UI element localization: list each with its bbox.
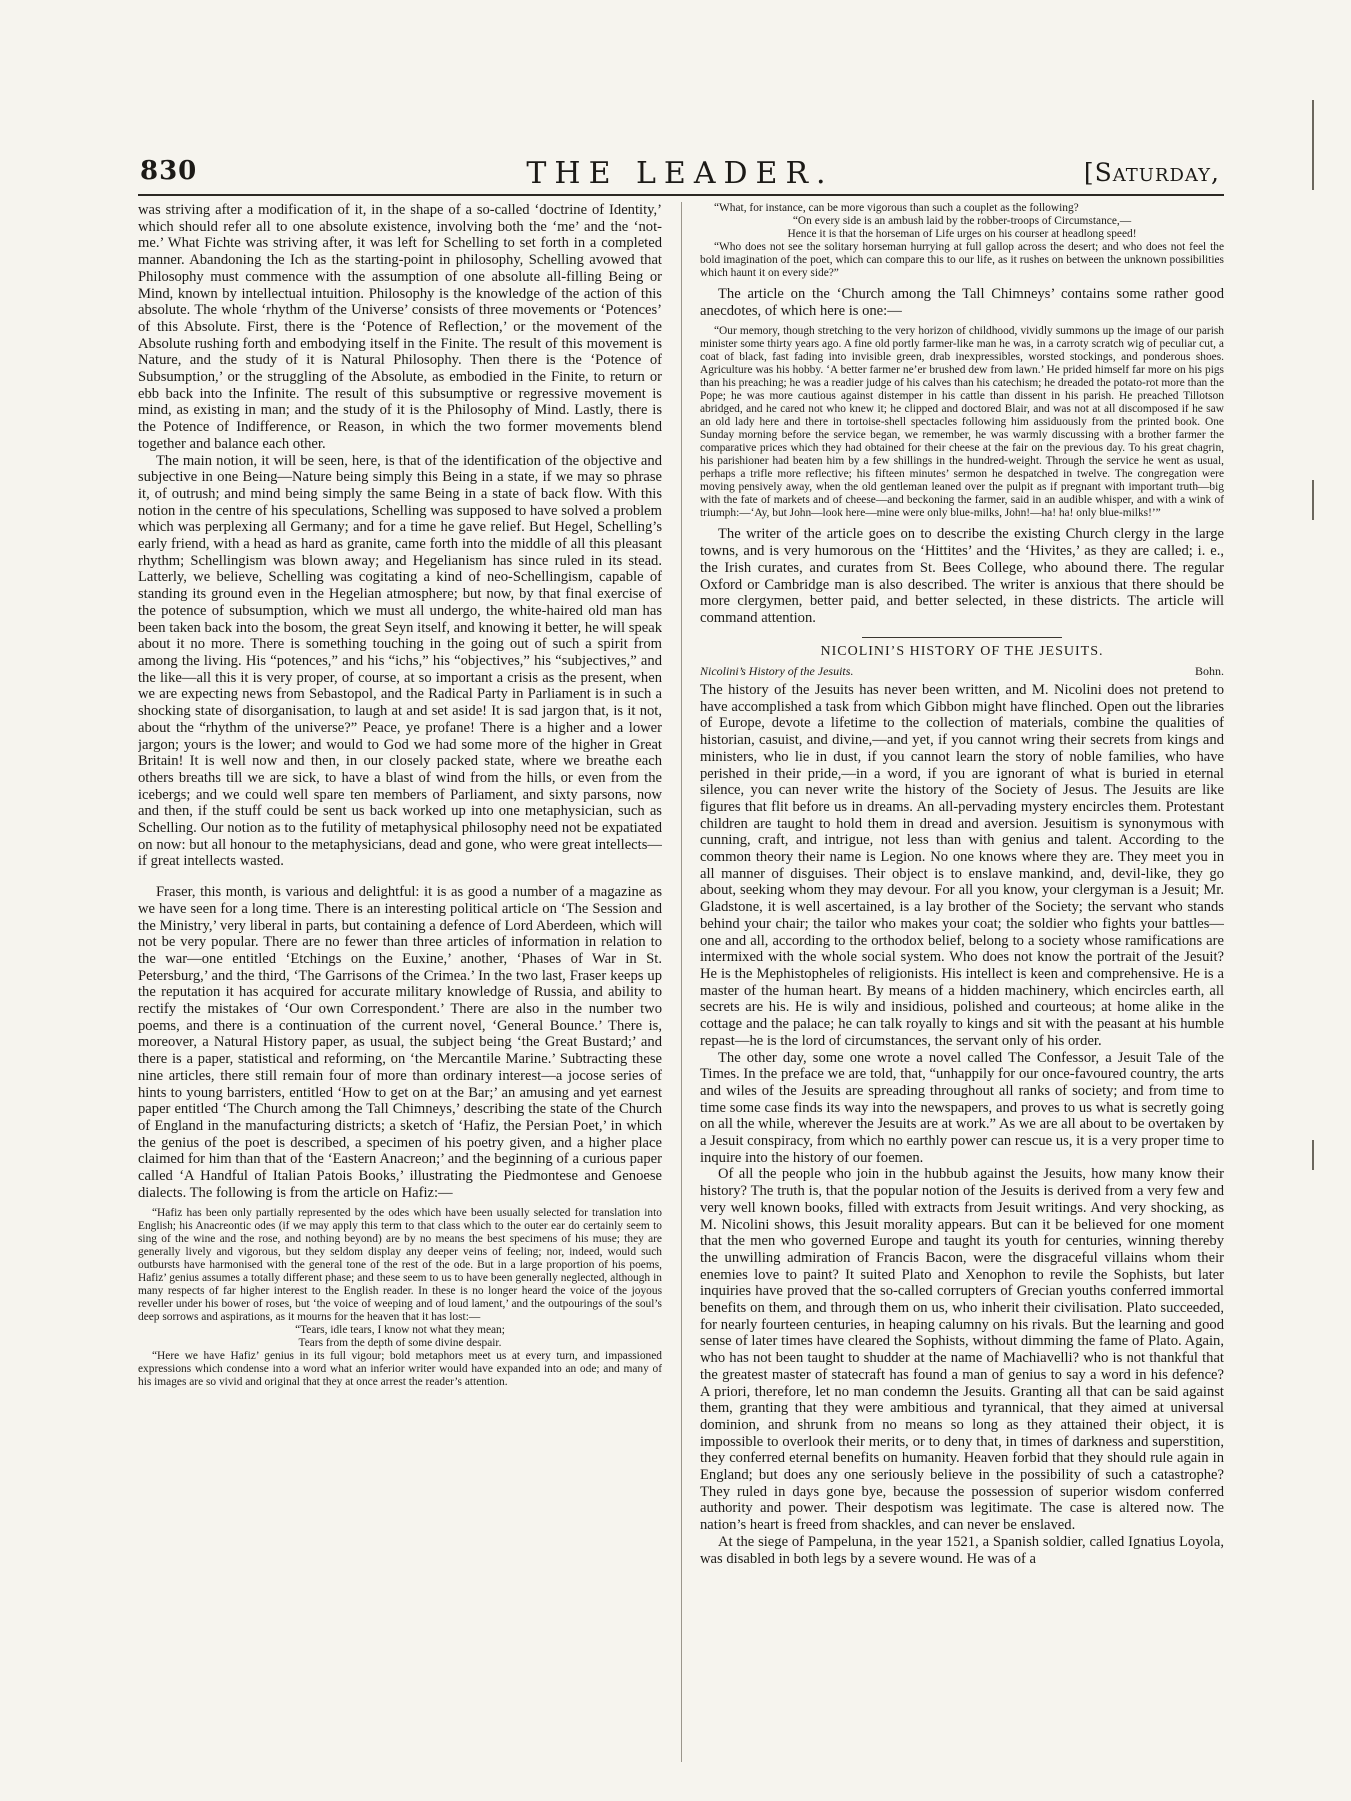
paragraph: The writer of the article goes on to describe the existing Church clergy in the large towns, and is very humorous on the ‘Hittites’ and the ‘Hivites,’ as they are called; i. e., the Irish curates, and curates from St. Bees College, who abound there. The regular Oxford or Cambridge man is also described. The writer is anxious that there should be more clergymen, better paid, and better selected, in these districts. The article will command attention.: [700, 526, 1224, 626]
paragraph: The article on the ‘Church among the Tall Chimneys’ contains some rather good anecdotes, of which here is one:—: [700, 286, 1224, 319]
paragraph: The other day, some one wrote a novel called The Confessor, a Jesuit Tale of the Times. In the preface we are told, that, “unhappily for our once-favoured country, the arts and wiles of the Jesuits are spreading throughout all ranks of society; and from time to time some case finds its way into the newspapers, and proves to us what is secretly going on all the while, wherever the Jesuits are at work.” As we are all about to be overtaken by a Jesuit conspiracy, from which no earthly power can rescue us, it is a very proper time to inquire into the history of our foemen.: [700, 1049, 1224, 1166]
page-header: [140, 156, 1220, 190]
block-quote: [700, 202, 1224, 280]
paragraph: Fraser, this month, is various and delightful: it is as good a number of a magazine as we have seen for a long time. There is an interesting political article on ‘The Session and the Ministry,’ very liberal in parts, but containing a defence of Lord Aberdeen, which will not be very popular. There are no fewer than three articles of information in relation to the war—one entitled ‘Etchings on the Euxine,’ another, ‘Phases of War in St. Petersburg,’ and the third, ‘The Garrisons of the Crimea.’ In the two last, Fraser keeps up the reputation it has acquired for accurate military knowledge of Russia, and ability to rectify the mistakes of ‘Our own Correspondent.’ There are also in the number two poems, and there is a continuation of the current novel, ‘General Bounce.’ There is, moreover, a Natural History paper, as usual, the subject being ‘the Great Bustard;’ and there is a paper, statistical and reforming, on ‘the Mercantile Marine.’ Subtracting these nine articles, there still remain four of more than ordinary interest—a jocose series of hints to young barristers, entitled ‘How to get on at the Bar;’ an amusing and yet earnest paper entitled ‘The Church among the Tall Chimneys,’ describing the state of the Church of England in the manufacturing districts; a sketch of ‘Hafiz, the Persian Poet,’ in which the genius of the poet is described, a specimen of his poetry given, and a higher place claimed for him than that of the ‘Eastern Anacreon;’ and the beginning of a curious paper called ‘A Handful of Italian Patois Books,’ illustrating the Piedmontese and Genoese dialects. The following is from the article on Hafiz:—: [138, 884, 662, 1201]
publisher: Bohn.: [1194, 664, 1224, 679]
verse-line: Tears from the depth of some divine despair.: [298, 1337, 502, 1350]
quote-paragraph: “What, for instance, can be more vigorous than such a couplet as the following?: [714, 202, 1079, 214]
scan-margin-mark: [1312, 100, 1314, 190]
quote-paragraph: “Hafiz has been only partially represented by the odes which have been usually selected for translation into English; his Anacreontic odes (if we may apply this term to that class which to the outer ear do certainly seem to sing of the wine and the rose, and nothing beyond) are by no means the best specimens of his muse; they are generally lively and vigorous, but they seldom display any deeper veins of feeling; nor, indeed, would such outbursts have harmonised with the general tone of the rest of the ode. But in a large proportion of his poems, Hafiz’ genius assumes a totally different phase; and these seem to us to have been generally neglected, although in many respects of far higher interest to the English reader. In these is no longer heard the voice of the joyous reveller under his bower of roses, but ‘the voice of weeping and of loud lament,’ and the outpourings of the soul’s deep sorrows and aspirations, as it mourns for the heaven that it has lost:—: [138, 1207, 662, 1324]
masthead-title: THE LEADER.: [526, 156, 834, 191]
scan-margin-mark: [1312, 480, 1314, 520]
block-quote: [700, 325, 1224, 520]
review-byline: [700, 663, 1224, 680]
verse-line: “On every side is an ambush laid by the robber-troops of Circumstance,—: [792, 215, 1132, 227]
left-column: [138, 202, 662, 1762]
right-column: [700, 202, 1224, 1762]
paragraph: The main notion, it will be seen, here, is that of the identification of the objective and subjective in one Being—Nature being simply this Being in a state, if we may so phrase it, of outrush; and mind being simply the same Being in a state of back flow. With this notion in the centre of his speculations, Schelling was supposed to have solved a problem which was perplexing all Germany; and for a time he gave relief. But Hegel, Schelling’s early friend, with a head as hard as granite, came forth into the middle of all this pleasant rhythm; Schellingism was blown away; and Hegelianism has since ruled in its stead. Latterly, we believe, Schelling was cogitating a kind of neo-Schellingism, capable of standing its ground even in the Hegelian atmosphere; but now, by that final exercise of the potence of subsumption, which we must all undergo, the white-haired old man has been taken back into the bosom, the great Seyn itself, and knowing it better, he will speak about it no more. There is something touching in the going out of such a spirit from among the living. His “potences,” and his “ichs,” his “objectives,” his “subjectives,” and the like—all this it is very proper, of course, at so important a crisis as the present, when we are expecting news from Sebastopol, and the Radical Party in Parliament is in such a shocking state of disorganisation, to laugh at and set aside! It is sad jargon that, is it not, about the “rhythm of the universe?” Peace, ye profane! There is a higher and a lower jargon; yours is the lower; and would to God we had some more of the higher in Great Britain! It is well now and then, in our closely packed state, where we breathe each others breaths till we are sick, to have a blast of wind from the hills, or even from the icebergs; and we could well spare ten members of Parliament, and sixty parsons, now and then, if the stuff could be sent us back worked up into one metaphysician, such as Schelling. Our notion as to the futility of metaphysical philosophy need not be expatiated on now: but all honour to the metaphysicians, dead and gone, who were great intellects—if great intellects wasted.: [138, 452, 662, 870]
page-number: 830: [140, 156, 198, 186]
dateline: [Saturday,: [1083, 158, 1220, 187]
paragraph: was striving after a modification of it, in the shape of a so-called ‘doctrine of Identity,’ which should refer all to one absolute existence, involving both the ‘me’ and the ‘not-me.’ What Fichte was striving after, it was left for Schelling to set forth in a completed manner. Abandoning the Ich as the starting-point in philosophy, Schelling avowed that Philosophy must commence with the assumption of one absolute all-filling Being or Mind, known by intellectual intuition. Philosophy is the knowledge of the action of this absolute. The whole ‘rhythm of the Universe’ consists of three movements or ‘Potences’ of this Absolute. First, there is the ‘Potence of Reflection,’ or the movement of the Absolute rushing forth and embodying itself in the Finite. The result of this movement is Nature, and the study of it is Natural Philosophy. Then there is the ‘Potence of Subsumption,’ or the struggling of the Absolute, as embodied in the Finite, to return or ebb back into the Infinite. The result of this subsumptive or regressive movement is mind, as existing in man; and the study of it is the Philosophy of Mind. Lastly, there is the Potence of Indifference, or Reason, in which the two former movements blend together and balance each other.: [138, 202, 662, 452]
scan-margin-mark: [1312, 1140, 1314, 1170]
paragraph: Of all the people who join in the hubbub against the Jesuits, how many know their history? The truth is, that the popular notion of the Jesuits is derived from a very few and very well known books, filled with extracts from Jesuit writings. And very shocking, as M. Nicolini shows, this Jesuit morality appears. But can it be believed for one moment that the men who governed Europe and taught its youth for centuries, winning thereby the unwilling admiration of Francis Bacon, were the disgraceful villains whom their enemies love to paint? It suited Plato and Xenophon to revile the Sophists, but later inquiries have proved that the so-called corrupters of Grecian youths conferred immortal benefits on them, and through them on us, who inherit their civilisation. Plato succeeded, for nearly fourteen centuries, in heaping calumny on his rivals. But the learning and good sense of later times have cleared the Sophists, without dimming the fame of Plato. Again, who has not been taught to shudder at the name of Machiavelli? who is not thankful that the greatest master of statecraft has found a man of genius to say a word in his defence? A priori, therefore, let no man condemn the Jesuits. Granting all that can be said against them, granting that they were ambitious and tyrannical, that they aimed at universal dominion, and shrunk from no means so long as they attained their object, it is impossible to overlook their merits, or to deny that, in times of darkness and superstition, they conferred eternal benefits on humanity. Heaven forbid that they should rule again in England; but does any one seriously believe in the possibility of such a catastrophe? They ruled in days gone bye, because the possession of superior wisdom conferred authority and power. Their despotism was legitimate. The case is altered now. The nation’s heart is freed from shackles, and can never be enslaved.: [700, 1166, 1224, 1534]
block-quote: [138, 1207, 662, 1389]
verse-line: Hence it is that the horseman of Life urges on his courser at headlong speed!: [787, 228, 1137, 240]
quote-paragraph: “Here we have Hafiz’ genius in its full vigour; bold metaphors meet us at every turn, and impassioned expressions which condense into a word what an inferior writer would have expanded into an ode; and many of his images are so vivid and original that they at once arrest the reader’s attention.: [138, 1350, 662, 1389]
column-divider: [681, 202, 682, 1762]
verse-line: “Tears, idle tears, I know not what they mean;: [295, 1324, 505, 1337]
quote-paragraph: “Who does not see the solitary horseman hurrying at full gallop across the desert; and who does not feel the bold imagination of the poet, which can compare this to our life, as it rushes on between the unknown possibilities which haunt it on every side?”: [700, 241, 1224, 279]
section-title: NICOLINI’S HISTORY OF THE JESUITS.: [820, 643, 1104, 659]
paragraph: The history of the Jesuits has never been written, and M. Nicolini does not pretend to have accomplished a task from which Gibbon might have flinched. Open out the libraries of Europe, devote a lifetime to the collection of materials, combine the qualities of historian, casuist, and divine,—and yet, if you cannot wring their secrets from kings and ministers, who lie in dust, if you cannot learn the story of noble families, who have perished in their pride,—in a word, if you are ignorant of what is buried in eternal silence, you can never write the history of the Society of Jesus. The Jesuits are like figures that flit before us in dreams. An all-pervading mystery encircles them. Protestant children are taught to hold them in dread and aversion. Jesuitism is synonymous with cunning, craft, and intrigue, not less than with genius and talent. According to the common theory their name is Legion. No one knows where they are. They meet you in all manner of disguises. Their object is to enslave mankind, and, devil-like, they go about, seeking whom they may devour. For all you know, your clergyman is a Jesuit; Mr. Gladstone, it is well ascertained, is a lay brother of the Society; the servant who stands behind your chair; the tailor who makes your coat; the soldier who fights your battles—one and all, according to the orthodox belief, belong to a society whose ramifications are intermixed with the whole social system. Who does not know the portrait of the Jesuit? He is the Mephistopheles of religionists. His intellect is keen and comprehensive. He is a master of the human heart. By means of a hidden machinery, which encircles earth, all secrets are his. He is wily and insidious, polished and courteous; at home alike in the cottage and the palace; he can talk royally to kings and sit with the peasant at his humble repast—he is the lord of circumstances, the servant only of his order.: [700, 682, 1224, 1049]
book-title: Nicolini’s History of the Jesuits.: [700, 664, 854, 679]
section-rule: [862, 637, 1062, 638]
header-rule: [138, 194, 1224, 196]
paragraph: At the siege of Pampeluna, in the year 1521, a Spanish soldier, called Ignatius Loyola, was disabled in both legs by a severe wound. He was of a: [700, 1533, 1224, 1567]
quote-paragraph: “Our memory, though stretching to the very horizon of childhood, vividly summons up the image of our parish minister some thirty years ago. A fine old portly farmer-like man he was, in a carroty scratch wig of peculiar cut, a coat of black, fast fading into invisible green, drab inexpressibles, worsted stockings, and ponderous shoes. Agriculture was his hobby. ‘A better farmer ne’er brushed dew from lawn.’ He prided himself far more on his pigs than his preaching; he was a readier judge of his calves than his catechism; he dreaded the potato-rot more than the Pope; he was more cautious against distemper in his cattle than dissent in his parish. He preached Tillotson abridged, and he cared not who knew it; he clipped and doctored Blair, and was not at all discomposed if he saw an old lady here and there in tortoise-shell spectacles following him assiduously from the printed book. One Sunday morning before the service began, we remember, he was warmly discussing with a brother farmer the comparative prices which they had obtained for their cheese at the fair on the previous day. To his great chagrin, his parishioner had beaten him by a few shillings in the hundred-weight. Through the service he went as usual, perhaps a trifle more reflective; his fifteen minutes’ sermon he despatched in twelve. The congregation were moving pensively away, when the old gentleman leaned over the pulpit as if pregnant with important truth—big with the fate of markets and of cheese—and beckoning the farmer, said in an audible whisper, and with a wink of triumph:—‘Ay, but John—look here—mine were only blue-milks, John!—ha! ha! only blue-milks!’”: [700, 325, 1224, 520]
